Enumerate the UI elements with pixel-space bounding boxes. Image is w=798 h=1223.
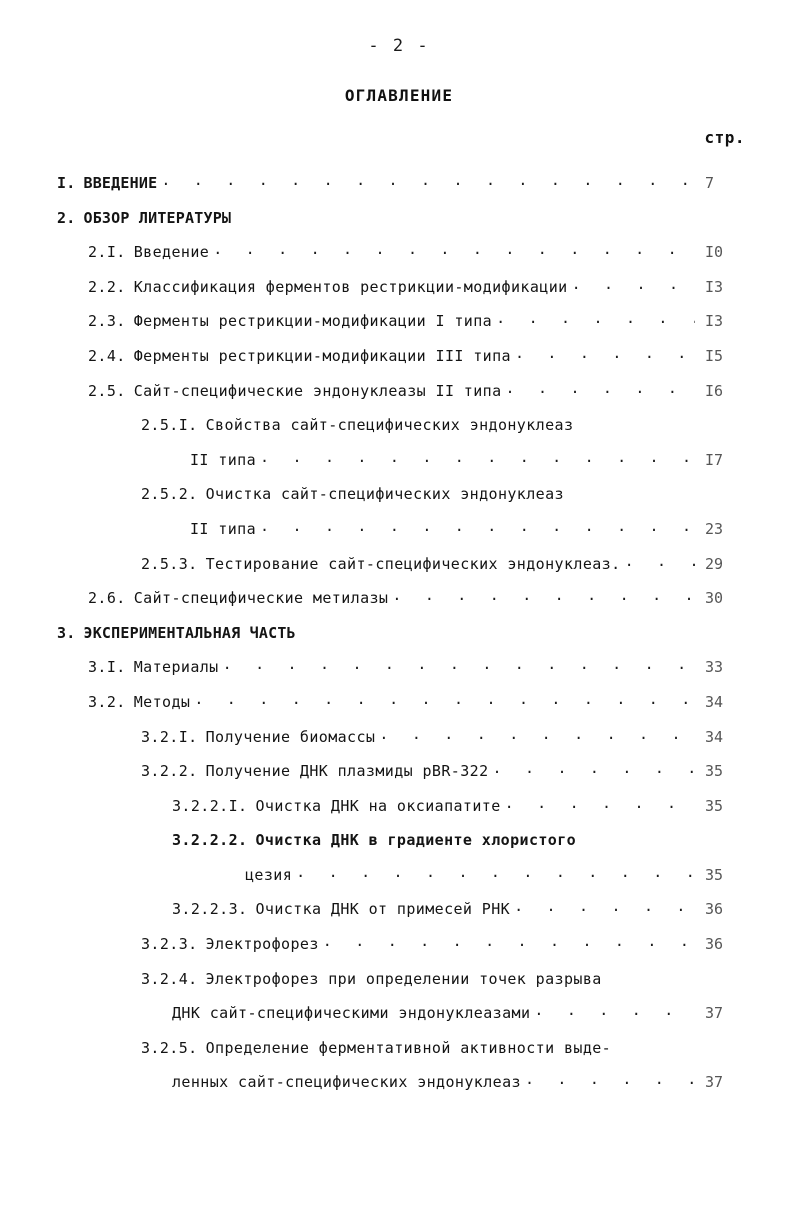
toc-entry-label: ДНК сайт-специфическими эндонуклеазами — [172, 1004, 531, 1023]
toc-entry-label: Ферменты рестрикции-модификации I типа — [133, 312, 493, 331]
toc-entry-label: Получение биомассы — [205, 727, 376, 746]
toc-entry — [0, 304, 798, 339]
toc-entry — [0, 235, 798, 270]
toc-entry — [0, 270, 798, 305]
toc-entry — [0, 1065, 798, 1100]
toc-dot-leader — [534, 1003, 695, 1018]
toc-entry — [0, 858, 798, 893]
toc-dot-leader — [514, 899, 695, 914]
toc-dot-leader — [323, 934, 695, 949]
toc-entry-page-number: 7 — [705, 174, 715, 192]
toc-entry-page-number: 37 — [705, 1073, 724, 1092]
toc-entry-label: ЭКСПЕРИМЕНТАЛЬНАЯ ЧАСТЬ — [83, 623, 296, 642]
toc-entry-number: 3.2.2.I. — [172, 796, 248, 815]
toc-entry — [0, 823, 798, 858]
table-of-contents — [0, 166, 798, 1100]
toc-entry — [0, 443, 798, 478]
toc-entry-number: 3.2.3. — [141, 935, 198, 954]
toc-entry-number: 3.2.5. — [141, 1038, 198, 1057]
toc-entry-page-number: 30 — [705, 589, 724, 608]
toc-entry-label: ВВЕДЕНИЕ — [83, 174, 158, 192]
toc-entry-page-number: 23 — [705, 519, 724, 538]
toc-entry — [0, 996, 798, 1031]
toc-dot-leader — [223, 657, 695, 672]
toc-entry-number: 3.2. — [88, 692, 126, 711]
toc-entry-label: II типа — [190, 450, 257, 469]
toc-entry — [0, 581, 798, 616]
toc-entry-label: Электрофорез — [205, 935, 319, 954]
toc-dot-leader — [260, 519, 695, 534]
toc-entry-label: Сайт-специфические метилазы — [133, 589, 389, 608]
toc-entry — [0, 408, 798, 443]
toc-entry-page-number: 35 — [705, 865, 724, 884]
page-folio: - 2 - — [368, 36, 430, 56]
toc-entry-number: 3.I. — [88, 658, 126, 677]
toc-entry — [0, 477, 798, 512]
toc-entry-label: Определение ферментативной активности выде- — [205, 1038, 612, 1057]
toc-entry — [0, 927, 798, 962]
toc-entry-page-number: I0 — [705, 243, 724, 262]
toc-entry-number: 3.2.I. — [141, 727, 198, 746]
toc-entry — [0, 512, 798, 547]
toc-dot-leader — [379, 727, 695, 742]
toc-entry — [0, 201, 798, 236]
toc-entry-number: I. — [57, 174, 76, 192]
toc-dot-leader — [505, 796, 695, 811]
toc-dot-leader — [625, 554, 695, 569]
toc-entry — [0, 720, 798, 755]
toc-dot-leader — [296, 865, 695, 880]
toc-entry-label: Очистка ДНК на оксиапатите — [255, 796, 501, 815]
toc-entry-number: 3.2.2.2. — [172, 831, 248, 850]
toc-entry-label: Ферменты рестрикции-модификации III типа — [133, 346, 511, 365]
toc-entry-label: цезия — [245, 865, 293, 884]
toc-entry-page-number: I3 — [705, 312, 724, 331]
toc-entry-page-number: 36 — [705, 935, 724, 954]
toc-entry-label: II типа — [190, 519, 257, 538]
page-title: ОГЛАВЛЕНИЕ — [344, 86, 454, 105]
toc-entry — [0, 547, 798, 582]
toc-entry — [0, 166, 798, 201]
toc-entry-number: 3. — [57, 623, 76, 642]
toc-entry-page-number: 34 — [705, 692, 724, 711]
toc-entry-label: Классификация ферментов рестрикции-модификации — [133, 277, 568, 296]
toc-entry-label: Очистка сайт-специфических эндонуклеаз — [205, 485, 564, 504]
toc-entry-number: 2.5.2. — [141, 485, 198, 504]
toc-entry-number: 2. — [57, 208, 76, 227]
toc-entry-number: 2.6. — [88, 589, 126, 608]
toc-entry-page-number: I5 — [705, 346, 724, 365]
toc-entry — [0, 616, 798, 651]
toc-dot-leader — [260, 450, 695, 465]
toc-entry-number: 2.5.I. — [141, 416, 198, 435]
toc-entry-number: 2.2. — [88, 277, 126, 296]
toc-dot-leader — [525, 1072, 695, 1087]
toc-entry-number: 3.2.2. — [141, 762, 198, 781]
toc-entry — [0, 892, 798, 927]
toc-entry-label: Методы — [133, 692, 191, 711]
toc-entry-page-number: 34 — [705, 727, 724, 746]
toc-entry — [0, 339, 798, 374]
toc-entry-page-number: 35 — [705, 796, 724, 815]
toc-entry — [0, 374, 798, 409]
toc-entry-page-number: I6 — [705, 381, 724, 400]
toc-entry-label: Получение ДНК плазмиды pBR-322 — [205, 762, 489, 781]
toc-entry-label: Введение — [133, 243, 210, 262]
toc-entry-page-number: 37 — [705, 1004, 724, 1023]
toc-entry-label: Электрофорез при определении точек разрыва — [205, 969, 602, 988]
page-column-header: стр. — [704, 128, 745, 147]
toc-entry-label: Свойства сайт-специфических эндонуклеаз — [205, 416, 574, 435]
toc-entry — [0, 650, 798, 685]
toc-entry-page-number: 29 — [705, 554, 724, 573]
toc-dot-leader — [194, 692, 695, 707]
toc-entry-label: Очистка ДНК от примесей РНК — [255, 900, 511, 919]
toc-entry-label: ОБЗОР ЛИТЕРАТУРЫ — [83, 208, 232, 227]
toc-dot-leader — [506, 381, 695, 396]
toc-dot-leader — [493, 761, 695, 776]
toc-entry — [0, 1031, 798, 1066]
toc-entry-label: Материалы — [133, 658, 219, 677]
toc-entry-page-number: 36 — [705, 900, 724, 919]
toc-entry-label: Сайт-специфические эндонуклеазы II типа — [133, 381, 502, 400]
toc-dot-leader — [161, 173, 695, 188]
toc-dot-leader — [213, 242, 695, 257]
toc-entry-page-number: I7 — [705, 450, 724, 469]
toc-entry-page-number: 35 — [705, 762, 724, 781]
toc-entry-page-number: I3 — [705, 277, 724, 296]
toc-entry-number: 2.4. — [88, 346, 126, 365]
toc-dot-leader — [515, 346, 695, 361]
toc-entry — [0, 754, 798, 789]
toc-entry-number: 3.2.2.3. — [172, 900, 248, 919]
toc-dot-leader — [392, 588, 695, 603]
toc-entry-label: Тестирование сайт-специфических эндонуклеаз. — [205, 554, 621, 573]
toc-entry-label: Очистка ДНК в градиенте хлористого — [255, 831, 577, 850]
toc-entry — [0, 789, 798, 824]
toc-dot-leader — [572, 277, 695, 292]
toc-entry-number: 3.2.4. — [141, 969, 198, 988]
toc-dot-leader — [496, 311, 695, 326]
toc-entry-page-number: 33 — [705, 658, 724, 677]
toc-entry-number: 2.5.3. — [141, 554, 198, 573]
toc-entry — [0, 685, 798, 720]
toc-entry-number: 2.5. — [88, 381, 126, 400]
toc-entry-label: ленных сайт-специфических эндонуклеаз — [172, 1073, 521, 1092]
toc-entry — [0, 962, 798, 997]
toc-entry-number: 2.I. — [88, 243, 126, 262]
toc-entry-number: 2.3. — [88, 312, 126, 331]
